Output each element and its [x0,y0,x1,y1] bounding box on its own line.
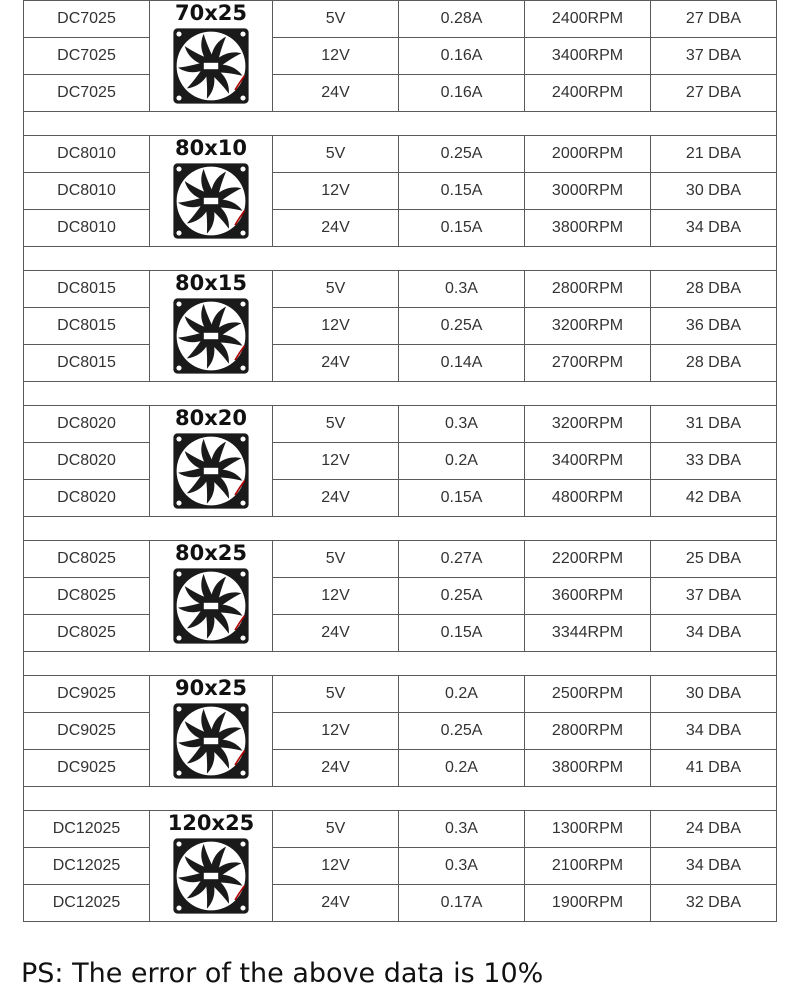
current-cell: 0.15A [399,615,525,652]
noise-cell: 27 DBA [651,75,777,112]
table-row [24,885,777,922]
noise-cell: 42 DBA [651,480,777,517]
table-row [24,345,777,382]
fan-image-cell [150,676,273,787]
voltage-cell: 5V [273,1,399,38]
group-spacer-row [24,652,777,676]
voltage-cell: 24V [273,75,399,112]
table-row [24,75,777,112]
voltage-cell: 12V [273,443,399,480]
model-cell: DC8015 [24,308,150,345]
model-cell: DC8015 [24,345,150,382]
current-cell: 0.15A [399,480,525,517]
noise-cell: 28 DBA [651,271,777,308]
group-spacer-row [24,112,777,136]
noise-cell: 37 DBA [651,578,777,615]
speed-cell: 2100RPM [525,848,651,885]
speed-cell: 3400RPM [525,38,651,75]
speed-cell: 3000RPM [525,173,651,210]
table-row [24,406,777,443]
fan-image-cell [150,811,273,922]
noise-cell: 25 DBA [651,541,777,578]
noise-cell: 32 DBA [651,885,777,922]
model-cell: DC9025 [24,713,150,750]
voltage-cell: 12V [273,578,399,615]
noise-cell: 28 DBA [651,345,777,382]
speed-cell: 3800RPM [525,750,651,787]
model-cell: DC7025 [24,38,150,75]
noise-cell: 21 DBA [651,136,777,173]
current-cell: 0.25A [399,308,525,345]
speed-cell: 3200RPM [525,308,651,345]
table-row [24,541,777,578]
table-row [24,811,777,848]
speed-cell: 1900RPM [525,885,651,922]
voltage-cell: 24V [273,615,399,652]
model-cell: DC8010 [24,173,150,210]
spacer-cell [24,112,777,136]
speed-cell: 2800RPM [525,713,651,750]
table-row [24,173,777,210]
model-cell: DC8010 [24,136,150,173]
cooling-fan-icon [171,701,251,781]
fan-image-cell [150,541,273,652]
fan-spec-table [23,0,777,922]
table-row [24,578,777,615]
table-row [24,480,777,517]
noise-cell: 37 DBA [651,38,777,75]
fan-size-label: 80x25 [175,541,247,565]
group-spacer-row [24,247,777,271]
model-cell: DC9025 [24,750,150,787]
speed-cell: 3344RPM [525,615,651,652]
model-cell: DC8025 [24,541,150,578]
cooling-fan-icon [171,296,251,376]
fan-image-cell [150,1,273,112]
noise-cell: 34 DBA [651,210,777,247]
noise-cell: 30 DBA [651,173,777,210]
voltage-cell: 24V [273,345,399,382]
speed-cell: 1300RPM [525,811,651,848]
table-row [24,750,777,787]
table-row [24,443,777,480]
noise-cell: 34 DBA [651,848,777,885]
noise-cell: 24 DBA [651,811,777,848]
model-cell: DC7025 [24,75,150,112]
speed-cell: 3400RPM [525,443,651,480]
current-cell: 0.16A [399,75,525,112]
cooling-fan-icon [171,836,251,916]
voltage-cell: 24V [273,210,399,247]
noise-cell: 30 DBA [651,676,777,713]
fan-size-label: 80x10 [175,136,247,160]
model-cell: DC8020 [24,443,150,480]
table-row [24,308,777,345]
speed-cell: 3600RPM [525,578,651,615]
model-cell: DC8020 [24,480,150,517]
table-row [24,271,777,308]
voltage-cell: 12V [273,848,399,885]
noise-cell: 27 DBA [651,1,777,38]
current-cell: 0.2A [399,676,525,713]
table-row [24,615,777,652]
spacer-cell [24,517,777,541]
fan-image-cell [150,406,273,517]
speed-cell: 2400RPM [525,75,651,112]
speed-cell: 3200RPM [525,406,651,443]
speed-cell: 2800RPM [525,271,651,308]
voltage-cell: 5V [273,541,399,578]
current-cell: 0.28A [399,1,525,38]
current-cell: 0.3A [399,848,525,885]
current-cell: 0.14A [399,345,525,382]
speed-cell: 2400RPM [525,1,651,38]
noise-cell: 34 DBA [651,713,777,750]
fan-image-cell [150,136,273,247]
speed-cell: 3800RPM [525,210,651,247]
model-cell: DC8025 [24,615,150,652]
current-cell: 0.25A [399,713,525,750]
model-cell: DC12025 [24,811,150,848]
voltage-cell: 24V [273,480,399,517]
fan-size-label: 90x25 [175,676,247,700]
speed-cell: 2200RPM [525,541,651,578]
spacer-cell [24,652,777,676]
spacer-cell [24,382,777,406]
spacer-cell [24,247,777,271]
noise-cell: 41 DBA [651,750,777,787]
model-cell: DC8010 [24,210,150,247]
voltage-cell: 12V [273,713,399,750]
speed-cell: 2500RPM [525,676,651,713]
current-cell: 0.25A [399,136,525,173]
voltage-cell: 5V [273,811,399,848]
model-cell: DC8020 [24,406,150,443]
fan-image-cell [150,271,273,382]
model-cell: DC12025 [24,885,150,922]
cooling-fan-icon [171,431,251,511]
current-cell: 0.16A [399,38,525,75]
voltage-cell: 12V [273,38,399,75]
speed-cell: 2700RPM [525,345,651,382]
fan-size-label: 120x25 [167,811,255,835]
current-cell: 0.15A [399,210,525,247]
voltage-cell: 5V [273,676,399,713]
speed-cell: 2000RPM [525,136,651,173]
noise-cell: 33 DBA [651,443,777,480]
error-footnote: PS: The error of the above data is 10% [21,958,544,989]
fan-size-label: 80x15 [175,271,247,295]
voltage-cell: 12V [273,173,399,210]
current-cell: 0.15A [399,173,525,210]
model-cell: DC9025 [24,676,150,713]
model-cell: DC7025 [24,1,150,38]
table-row [24,210,777,247]
voltage-cell: 5V [273,136,399,173]
voltage-cell: 12V [273,308,399,345]
table-row [24,848,777,885]
noise-cell: 34 DBA [651,615,777,652]
model-cell: DC8025 [24,578,150,615]
group-spacer-row [24,517,777,541]
voltage-cell: 5V [273,271,399,308]
current-cell: 0.2A [399,750,525,787]
table-row [24,713,777,750]
cooling-fan-icon [171,26,251,106]
model-cell: DC8015 [24,271,150,308]
fan-size-label: 70x25 [175,1,247,25]
current-cell: 0.27A [399,541,525,578]
current-cell: 0.17A [399,885,525,922]
voltage-cell: 24V [273,885,399,922]
table-row [24,38,777,75]
cooling-fan-icon [171,161,251,241]
model-cell: DC12025 [24,848,150,885]
noise-cell: 36 DBA [651,308,777,345]
fan-size-label: 80x20 [175,406,247,430]
voltage-cell: 5V [273,406,399,443]
table-row [24,1,777,38]
current-cell: 0.3A [399,811,525,848]
spacer-cell [24,787,777,811]
table-row [24,676,777,713]
speed-cell: 4800RPM [525,480,651,517]
group-spacer-row [24,787,777,811]
current-cell: 0.25A [399,578,525,615]
group-spacer-row [24,382,777,406]
table-row [24,136,777,173]
current-cell: 0.3A [399,271,525,308]
current-cell: 0.3A [399,406,525,443]
cooling-fan-icon [171,566,251,646]
current-cell: 0.2A [399,443,525,480]
voltage-cell: 24V [273,750,399,787]
noise-cell: 31 DBA [651,406,777,443]
